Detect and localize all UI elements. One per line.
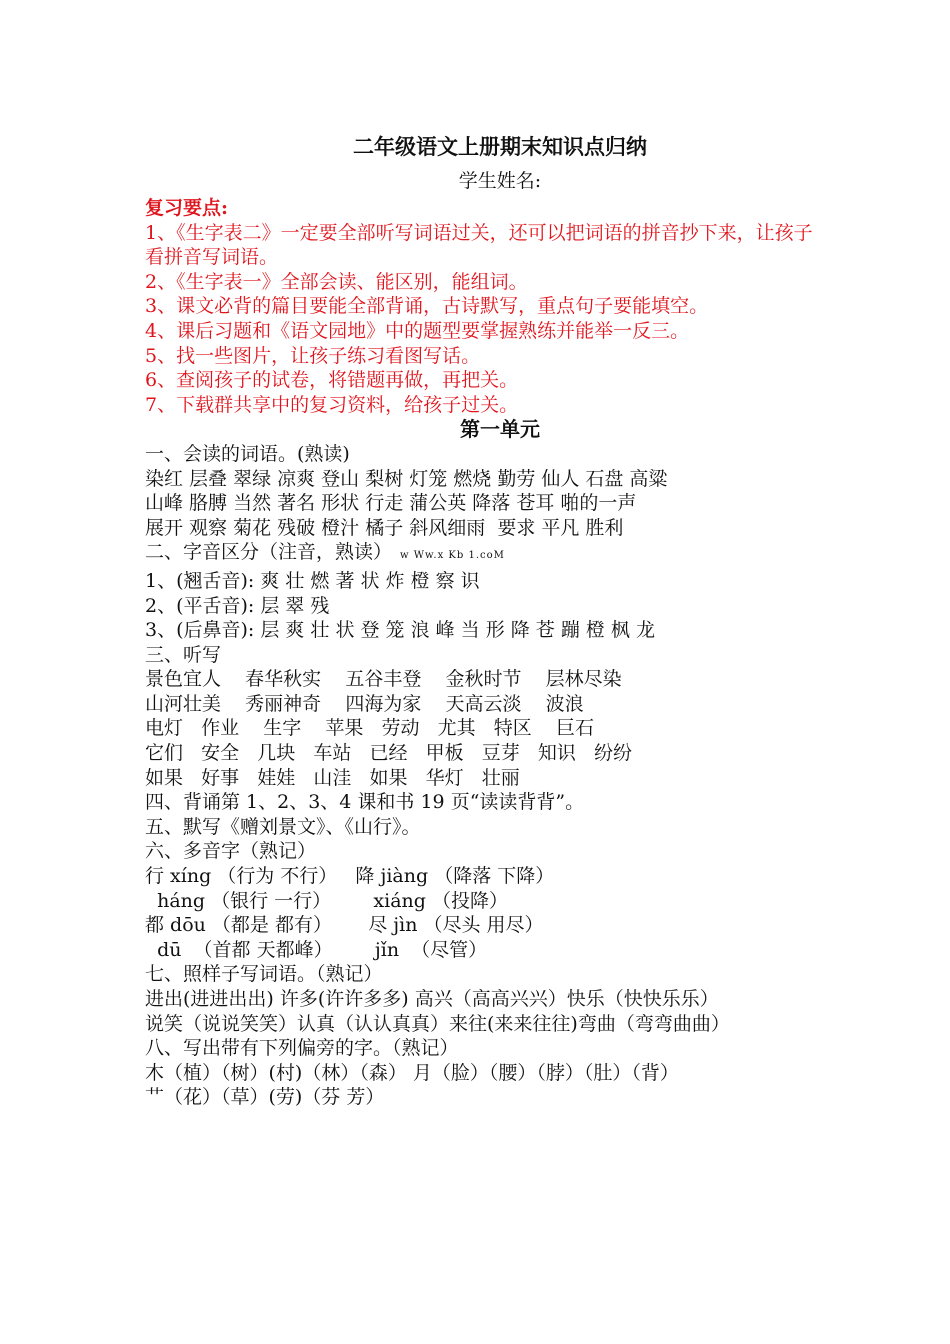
section-heading: 六、多音字（熟记） — [145, 840, 317, 863]
section-heading: 一、会读的词语。(熟读) — [145, 442, 350, 465]
section-heading: 五、默写《赠刘景文》、《山行》。 — [145, 815, 421, 838]
dictation-line: 山河壮美 秀丽神奇 四海为家 天高云淡 波浪 — [145, 692, 584, 715]
radical-line: 艹（花）（草）(劳)（芬 芳） — [145, 1086, 385, 1109]
review-section — [145, 196, 815, 417]
polyphone-line: dū （首都 天都峰） jǐn （尽管） — [145, 938, 488, 961]
section-heading: 四、背诵第 1、2、3、4 课和书 19 页“读读背背”。 — [145, 791, 585, 814]
section-heading-row — [145, 540, 815, 569]
polyphone-line: háng （银行 一行） xiáng （投降） — [145, 889, 508, 912]
phonetic-line: 3、(后鼻音): 层 爽 壮 状 登 笼 浪 峰 当 形 降 苍 蹦 橙 枫 龙 — [145, 619, 655, 642]
phonetic-line: 2、(平舌音): 层 翠 残 — [145, 594, 330, 617]
dictation-line: 电灯 作业 生字 苹果 劳动 尤其 特区 巨石 — [145, 717, 594, 740]
word-pattern-line: 进出(进进出出) 许多(许许多多) 高兴（高高兴兴）快乐（快快乐乐） — [145, 988, 719, 1010]
dictation-line: 如果 好事 娃娃 山洼 如果 华灯 壮丽 — [145, 766, 520, 789]
review-item: 5、找一些图片，让孩子练习看图写话。 — [145, 344, 481, 367]
polyphone-line: 都 dōu （都是 都有） 尽 jìn （尽头 用尽） — [145, 914, 544, 937]
word-pattern-line: 说笑（说说笑笑）认真（认认真真）来往(来来往往)弯曲（弯弯曲曲） — [145, 1012, 730, 1035]
review-item: 2、《生字表一》全部会读、能区别，能组词。 — [145, 270, 528, 293]
word-line: 展开 观察 菊花 残破 橙汁 橘子 斜风细雨 要求 平凡 胜利 — [145, 516, 624, 539]
review-item: 6、查阅孩子的试卷，将错题再做，再把关。 — [145, 369, 519, 392]
watermark-text: w Ww.x Kb 1.coM — [400, 550, 505, 562]
section-heading: 二、字音区分（注音，熟读） — [145, 541, 393, 564]
review-item: 3、课文必背的篇目要能全部背诵，古诗默写，重点句子要能填空。 — [145, 295, 709, 318]
student-name-label: 学生姓名: — [458, 170, 542, 192]
review-item: 4、课后习题和《语文园地》中的题型要掌握熟练并能举一反三。 — [145, 319, 690, 342]
section-heading: 三、听写 — [145, 643, 222, 666]
page-title: 二年级语文上册期末知识点归纳 — [353, 134, 647, 159]
dictation-line: 景色宜人 春华秋实 五谷丰登 金秋时节 层林尽染 — [145, 668, 622, 691]
section-heading: 八、写出带有下列偏旁的字。（熟记） — [145, 1037, 459, 1060]
review-item: 1、《生字表二》一定要全部听写词语过关，还可以把词语的拼音抄下来，让孩子看拼音写词语。 — [145, 221, 813, 269]
word-line: 染红 层叠 翠绿 凉爽 登山 梨树 灯笼 燃烧 勤劳 仙人 石盘 高粱 — [145, 467, 668, 490]
unit-title: 第一单元 — [460, 417, 540, 442]
polyphone-line: 行 xíng （行为 不行） 降 jiàng （降落 下降） — [145, 865, 555, 888]
review-heading: 复习要点: — [145, 197, 229, 219]
document-page — [145, 130, 815, 1110]
dictation-line: 它们 安全 几块 车站 已经 甲板 豆芽 知识 纷纷 — [145, 742, 632, 765]
phonetic-line: 1、(翘舌音): 爽 壮 燃 著 状 炸 橙 察 识 — [145, 569, 480, 592]
review-item: 7、下载群共享中的复习资料，给孩子过关。 — [145, 393, 519, 416]
section-heading: 七、照样子写词语。（熟记） — [145, 963, 383, 986]
radical-line: 木（植）（树）(村)（林）（森） 月（脸）（腰）（脖）（肚）（背） — [145, 1061, 679, 1084]
word-line: 山峰 胳膊 当然 著名 形状 行走 蒲公英 降落 苍耳 啪的一声 — [145, 492, 637, 515]
